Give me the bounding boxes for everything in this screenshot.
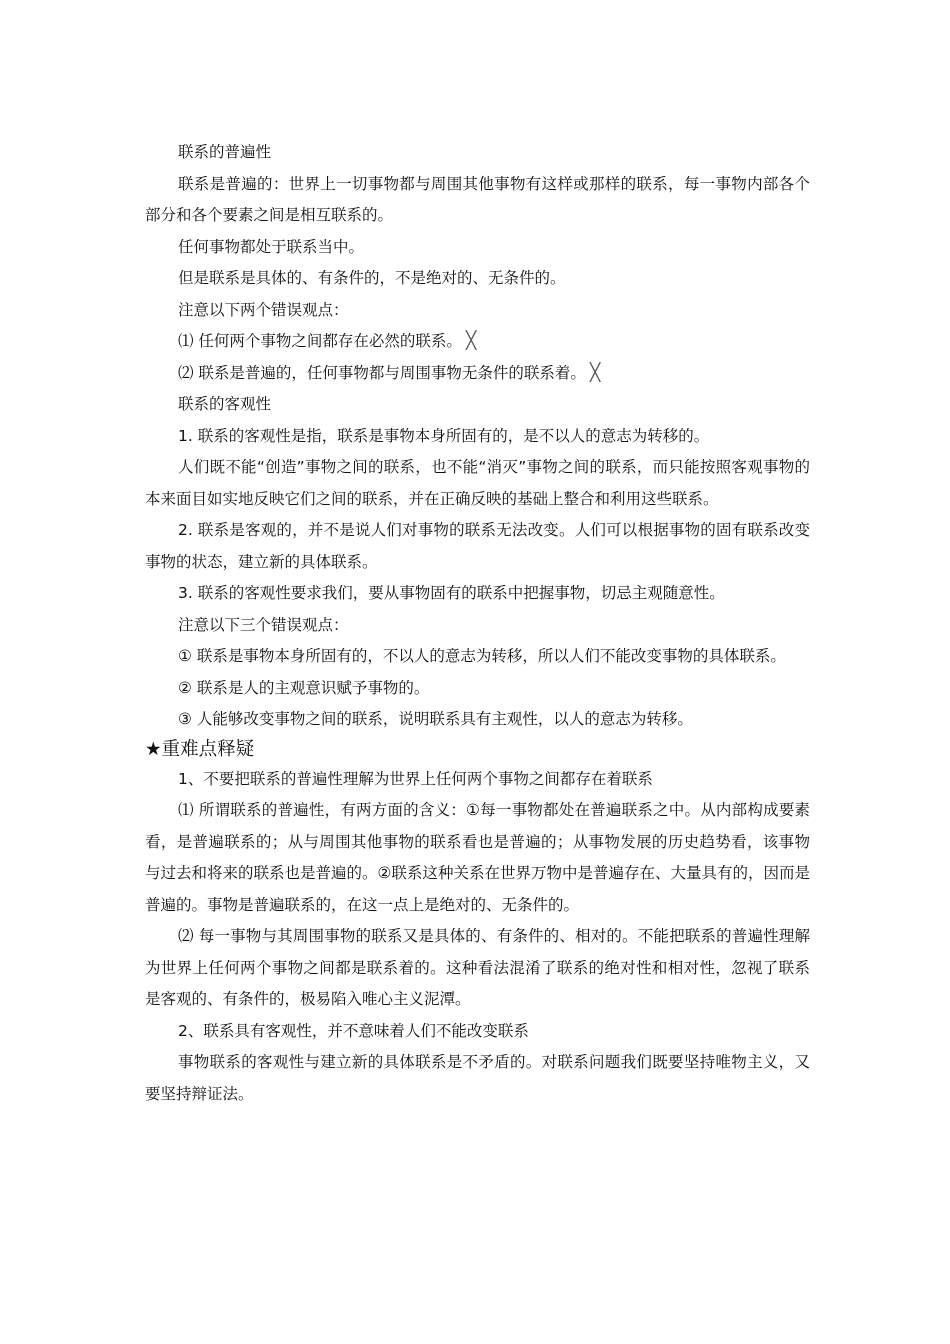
section-heading: ★重难点释疑 — [145, 738, 255, 760]
wrong-view-item: ① 联系是事物本身所固有的，不以人的意志为转移，所以人们不能改变事物的具体联系。 — [178, 647, 786, 665]
subheading-objectivity: 联系的客观性 — [178, 395, 272, 413]
paragraph: 但是联系是具体的、有条件的，不是绝对的、无条件的。 — [178, 269, 566, 287]
paragraph: 1. 联系的客观性是指，联系是事物本身所固有的，是不以人的意志为转移的。 — [178, 426, 710, 445]
paragraph: 人们既不能“创造”事物之间的联系，也不能“消灭”事物之间的联系，而只能按照客观事物的本来面目如实地反映它们之间的联系，并在正确反映的基础上整合和利用这些联系。 — [145, 458, 810, 508]
wrong-view-item: ⑴ 任何两个事物之间都存在必然的联系。 ╳ — [145, 326, 810, 358]
paragraph: 2. 联系是客观的，并不是说人们对事物的联系无法改变。人们可以根据事物的固有联系改变事物的状态，建立新的具体联系。 — [145, 521, 810, 571]
paragraph: ⑴ 所谓联系的普遍性，有两方面的含义：①每一事物都处在普遍联系之中。从内部构成要素看，是普遍联系的；从与周围其他事物的联系看也是普遍的；从事物发展的历史趋势看，该事物与过去和将来的联系也是普遍的。②联系这种关系在世界万物中是普遍存在、大量具有的，因而是普遍的。事物是普遍联系的，在这一点上是绝对的、无条件的。 — [145, 801, 810, 914]
paragraph: 3. 联系的客观性要求我们，要从事物固有的联系中把握事物，切忌主观随意性。 — [178, 584, 725, 602]
paragraph: 注意以下两个错误观点： — [178, 300, 349, 319]
paragraph: 注意以下三个错误观点： — [178, 615, 349, 634]
subheading-universality: 联系的普遍性 — [178, 143, 272, 161]
paragraph: 任何事物都处于联系当中。 — [178, 237, 365, 256]
paragraph: 1、不要把联系的普遍性理解为世界上任何两个事物之间都存在着联系 — [178, 769, 653, 788]
wrong-view-item: ② 联系是人的主观意识赋予事物的。 — [178, 678, 430, 697]
paragraph: 2、联系具有客观性，并不意味着人们不能改变联系 — [178, 1021, 529, 1040]
document-body — [145, 137, 810, 1110]
wrong-view-item: ⑵ 联系是普遍的，任何事物都与周围事物无条件的联系着。 ╳ — [145, 358, 810, 390]
paragraph: ⑵ 每一事物与其周围事物的联系又是具体的、有条件的、相对的。不能把联系的普遍性理解为世界上任何两个事物之间都是联系着的。这种看法混淆了联系的绝对性和相对性，忽视了联系是客观的、有条件的，极易陷入唯心主义泥潭。 — [145, 927, 810, 1008]
wrong-view-item: ③ 人能够改变事物之间的联系，说明联系具有主观性，以人的意志为转移。 — [178, 710, 693, 728]
paragraph: 事物联系的客观性与建立新的具体联系是不矛盾的。对联系问题我们既要坚持唯物主义，又要坚持辩证法。 — [145, 1053, 810, 1103]
paragraph: 联系是普遍的：世界上一切事物都与周围其他事物有这样或那样的联系，每一事物内部各个部分和各个要素之间是相互联系的。 — [145, 174, 810, 224]
